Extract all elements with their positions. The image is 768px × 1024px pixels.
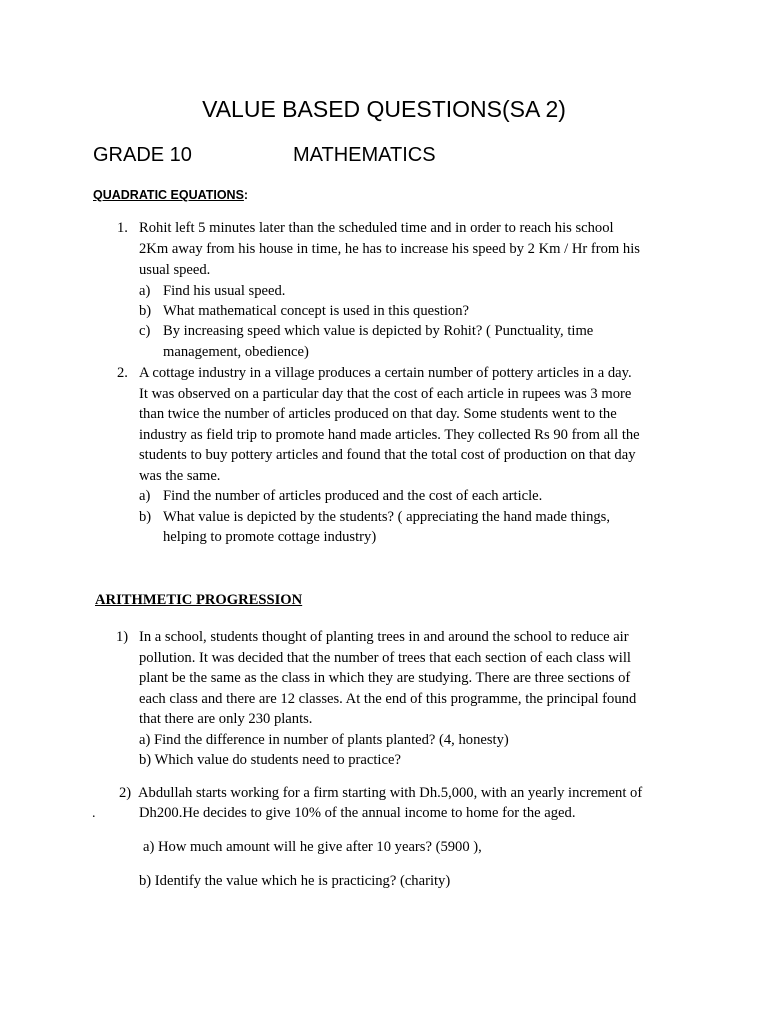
subquestion-text: By increasing speed which value is depicted by Rohit? ( Punctuality, time [163, 323, 594, 339]
question-text-line: usual speed. [139, 262, 211, 278]
question-text-line: 2Km away from his house in time, he has to increase his speed by 2 Km / Hr from his [139, 241, 640, 257]
subquestion-text: a) How much amount will he give after 10 years? (5900 ), [143, 839, 482, 855]
subquestion-text: Find his usual speed. [163, 283, 286, 299]
subquestion-text: management, obedience) [163, 344, 309, 360]
section-heading-arithmetic: ARITHMETIC PROGRESSION [95, 592, 303, 608]
question-number: 1. [117, 220, 128, 236]
page-title: VALUE BASED QUESTIONS(SA 2) [202, 96, 566, 122]
subject-label: MATHEMATICS [293, 144, 436, 166]
question-number: 1) [116, 629, 129, 645]
question-text-line: Rohit left 5 minutes later than the scheduled time and in order to reach his school [139, 220, 614, 236]
question-text-line: In a school, students thought of planting trees in and around the school to reduce air [139, 629, 629, 645]
subquestion-label: c) [139, 323, 151, 339]
subquestion-label: b) [139, 303, 152, 319]
question-text-line: industry as field trip to promote hand made articles. They collected Rs 90 from all the [139, 427, 640, 443]
subquestion-text: What mathematical concept is used in this question? [163, 303, 469, 319]
subquestion-label: b) [139, 509, 152, 525]
question-text-line: students to buy pottery articles and found that the total cost of production on that day [139, 447, 636, 463]
subquestion-text: a) Find the difference in number of plants planted? (4, honesty) [139, 732, 509, 748]
subquestion-text: What value is depicted by the students? ( appreciating the hand made things, [163, 509, 610, 525]
question-text-line: that there are only 230 plants. [139, 711, 313, 727]
grade-label: GRADE 10 [93, 144, 192, 166]
question-text-line: plant be the same as the class in which they are studying. There are three sections of [139, 670, 631, 686]
question-text-line: Abdullah starts working for a firm starting with Dh.5,000, with an yearly increment of [138, 785, 643, 801]
question-text-line: than twice the number of articles produced on that day. Some students went to the [139, 406, 617, 422]
stray-mark: . [92, 806, 96, 821]
subquestion-label: a) [139, 283, 151, 299]
question-text-line: A cottage industry in a village produces a certain number of pottery articles in a day. [139, 365, 632, 381]
question-number: 2) [119, 785, 132, 801]
question-text-line: pollution. It was decided that the number of trees that each section of each class will [139, 650, 631, 666]
subquestion-text: helping to promote cottage industry) [163, 529, 377, 545]
question-text-line: Dh200.He decides to give 10% of the annual income to home for the aged. [139, 805, 576, 821]
section-heading-quadratic-text: QUADRATIC EQUATIONS [93, 188, 244, 202]
subquestion-text: b) Which value do students need to practice? [139, 752, 401, 768]
section-heading-quadratic [93, 188, 248, 202]
subquestion-text: Find the number of articles produced and the cost of each article. [163, 488, 543, 504]
question-text-line: was the same. [139, 468, 221, 484]
question-text-line: each class and there are 12 classes. At the end of this programme, the principal found [139, 691, 637, 707]
question-number: 2. [117, 365, 128, 381]
question-text-line: It was observed on a particular day that the cost of each article in rupees was 3 more [139, 386, 632, 402]
subquestion-label: a) [139, 488, 151, 504]
subquestion-text: b) Identify the value which he is practicing? (charity) [139, 873, 451, 889]
section-heading-quadratic-colon: : [243, 188, 249, 202]
